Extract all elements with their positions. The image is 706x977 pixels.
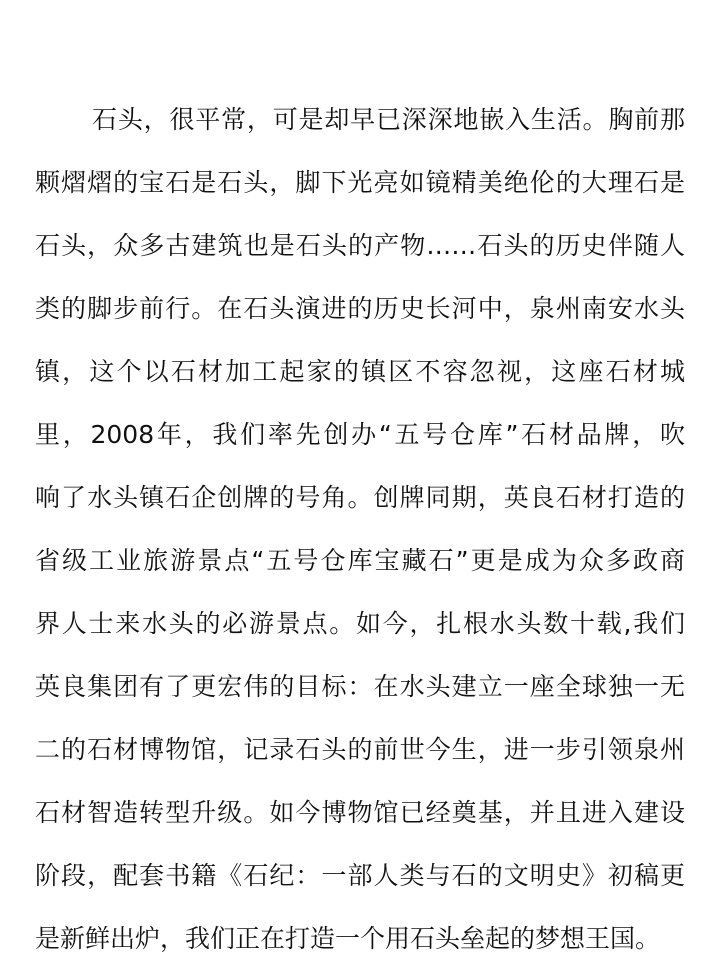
paragraph-line: 英良集团有了更宏伟的目标：在水头建立一座全球独一无 bbox=[35, 672, 685, 701]
paragraph-line: 石头，众多古建筑也是石头的产物……石头的历史伴随人 bbox=[35, 231, 685, 260]
paragraph-line: 界人士来水头的必游景点。如今，扎根水头数十载,我们 bbox=[35, 609, 685, 638]
paragraph-line: 石材智造转型升级。如今博物馆已经奠基，并且进入建设 bbox=[35, 798, 685, 827]
paragraph-line: 是新鲜出炉，我们正在打造一个用石头垒起的梦想王国。 bbox=[35, 924, 661, 953]
paragraph-line: 二的石材博物馆，记录石头的前世今生，进一步引领泉州 bbox=[35, 735, 685, 764]
paragraph-line: 镇，这个以石材加工起家的镇区不容忽视，这座石材城 bbox=[35, 357, 685, 386]
paragraph-line: 省级工业旅游景点“五号仓库宝藏石”更是成为众多政商 bbox=[35, 546, 685, 575]
paragraph-line: 阶段，配套书籍《石纪：一部人类与石的文明史》初稿更 bbox=[35, 861, 685, 890]
paragraph-line: 石头，很平常，可是却早已深深地嵌入生活。胸前那 bbox=[92, 105, 685, 134]
paragraph-line: 响了水头镇石企创牌的号角。创牌同期，英良石材打造的 bbox=[35, 483, 685, 512]
paragraph-line: 里，2008年，我们率先创办“五号仓库”石材品牌，吹 bbox=[35, 420, 685, 449]
paragraph-line: 类的脚步前行。在石头演进的历史长河中，泉州南安水头 bbox=[35, 294, 685, 323]
paragraph-line: 颗熠熠的宝石是石头，脚下光亮如镜精美绝伦的大理石是 bbox=[35, 168, 685, 197]
